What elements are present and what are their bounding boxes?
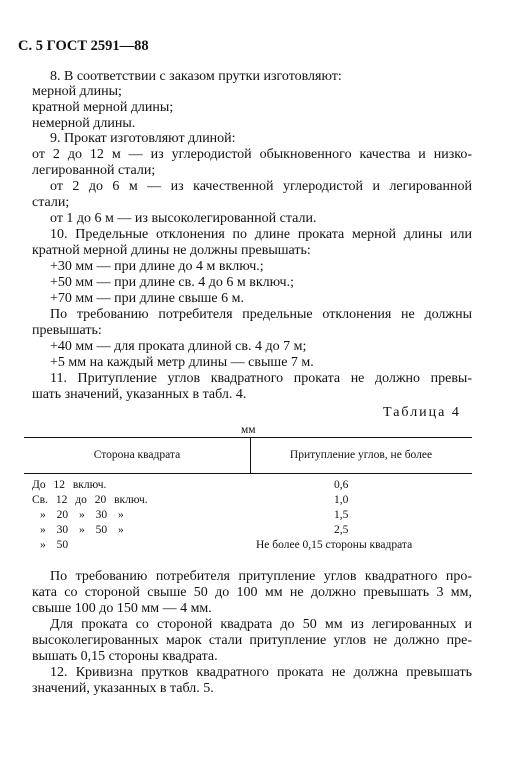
after-line-6: вышать 0,15 стороны квадрата. xyxy=(32,649,218,664)
table-row-1-side: До 12 включ. xyxy=(32,479,107,491)
table-row-3-value: 1,5 xyxy=(334,509,349,521)
p10-line-3: +30 мм — при длине до 4 м включ.; xyxy=(50,259,264,274)
p9-line-4: от 2 до 6 м — из качественной углеродистой и легированной xyxy=(50,179,472,194)
after-line-1: По требованию потребителя притупление углов квадратного про- xyxy=(50,569,472,584)
p9-line-3: легированной стали; xyxy=(32,163,156,178)
table-header-side: Сторона квадрата xyxy=(93,449,181,461)
p10-line-2: кратной мерной длины не должны превышать: xyxy=(32,243,311,258)
p9-line-6: от 1 до 6 м — из высоколегированной стали. xyxy=(50,211,317,226)
p10-line-5: +70 мм — при длине свыше 6 м. xyxy=(50,291,244,306)
p8-line-2: мерной длины; xyxy=(32,84,122,99)
table-row-1-value: 0,6 xyxy=(334,479,349,491)
p10-line-4: +50 мм — при длине св. 4 до 6 м включ.; xyxy=(50,275,294,290)
after-line-7: 12. Кривизна прутков квадратного проката не должна превышать xyxy=(50,665,472,680)
p11-line-1: 11. Притупление углов квадратного проката не должно превы- xyxy=(50,371,472,386)
table-row-2-value: 1,0 xyxy=(334,494,349,506)
p9-line-2: от 2 до 12 м — из углеродистой обыкновенного качества и низко- xyxy=(32,147,472,162)
table-header-rule xyxy=(24,473,472,474)
p9-line-5: стали; xyxy=(32,195,70,210)
after-line-4: Для проката со стороной квадрата до 50 мм из легированных и xyxy=(50,617,472,632)
after-line-5: высоколегированных марок стали притупление углов не должно пре- xyxy=(32,633,472,648)
p11-line-2: шать значений, указанных в табл. 4. xyxy=(32,387,247,402)
p8-line-4: немерной длины. xyxy=(32,116,136,131)
after-line-8: значений, указанных в табл. 5. xyxy=(32,681,214,696)
after-line-2: ката со стороной свыше 50 до 100 мм не должно превышать 3 мм, xyxy=(32,585,472,600)
p10-line-8: +40 мм — для проката длиной св. 4 до 7 м; xyxy=(50,339,307,354)
p10-line-6: По требованию потребителя предельные отклонения не должны xyxy=(50,307,472,322)
table-header-rounding: Притупление углов, не более xyxy=(289,449,433,461)
table-row-5-value: Не более 0,15 стороны квадрата xyxy=(256,539,413,551)
p10-line-7: превышать: xyxy=(32,323,102,338)
table-row-3-side: » 20 » 30 » xyxy=(40,509,124,521)
table-row-5-side: » 50 xyxy=(40,539,69,551)
table-row-2-side: Св. 12 до 20 включ. xyxy=(32,494,148,506)
p10-line-9: +5 мм на каждый метр длины — свыше 7 м. xyxy=(50,355,314,370)
table-row-4-value: 2,5 xyxy=(334,524,349,536)
p10-line-1: 10. Предельные отклонения по длине проката мерной длины или xyxy=(50,227,472,242)
p8-line-1: 8. В соответствии с заказом прутки изготовляют: xyxy=(50,69,342,84)
after-line-3: свыше 100 до 150 мм — 4 мм. xyxy=(32,601,212,616)
page-header: С. 5 ГОСТ 2591—88 xyxy=(18,38,149,54)
table-row-4-side: » 30 » 50 » xyxy=(40,524,124,536)
p8-line-3: кратной мерной длины; xyxy=(32,100,174,115)
table-top-rule xyxy=(24,437,472,438)
table-caption: Таблица 4 xyxy=(383,405,461,420)
table-unit: мм xyxy=(241,424,256,436)
p9-line-1: 9. Прокат изготовляют длиной: xyxy=(50,131,236,146)
